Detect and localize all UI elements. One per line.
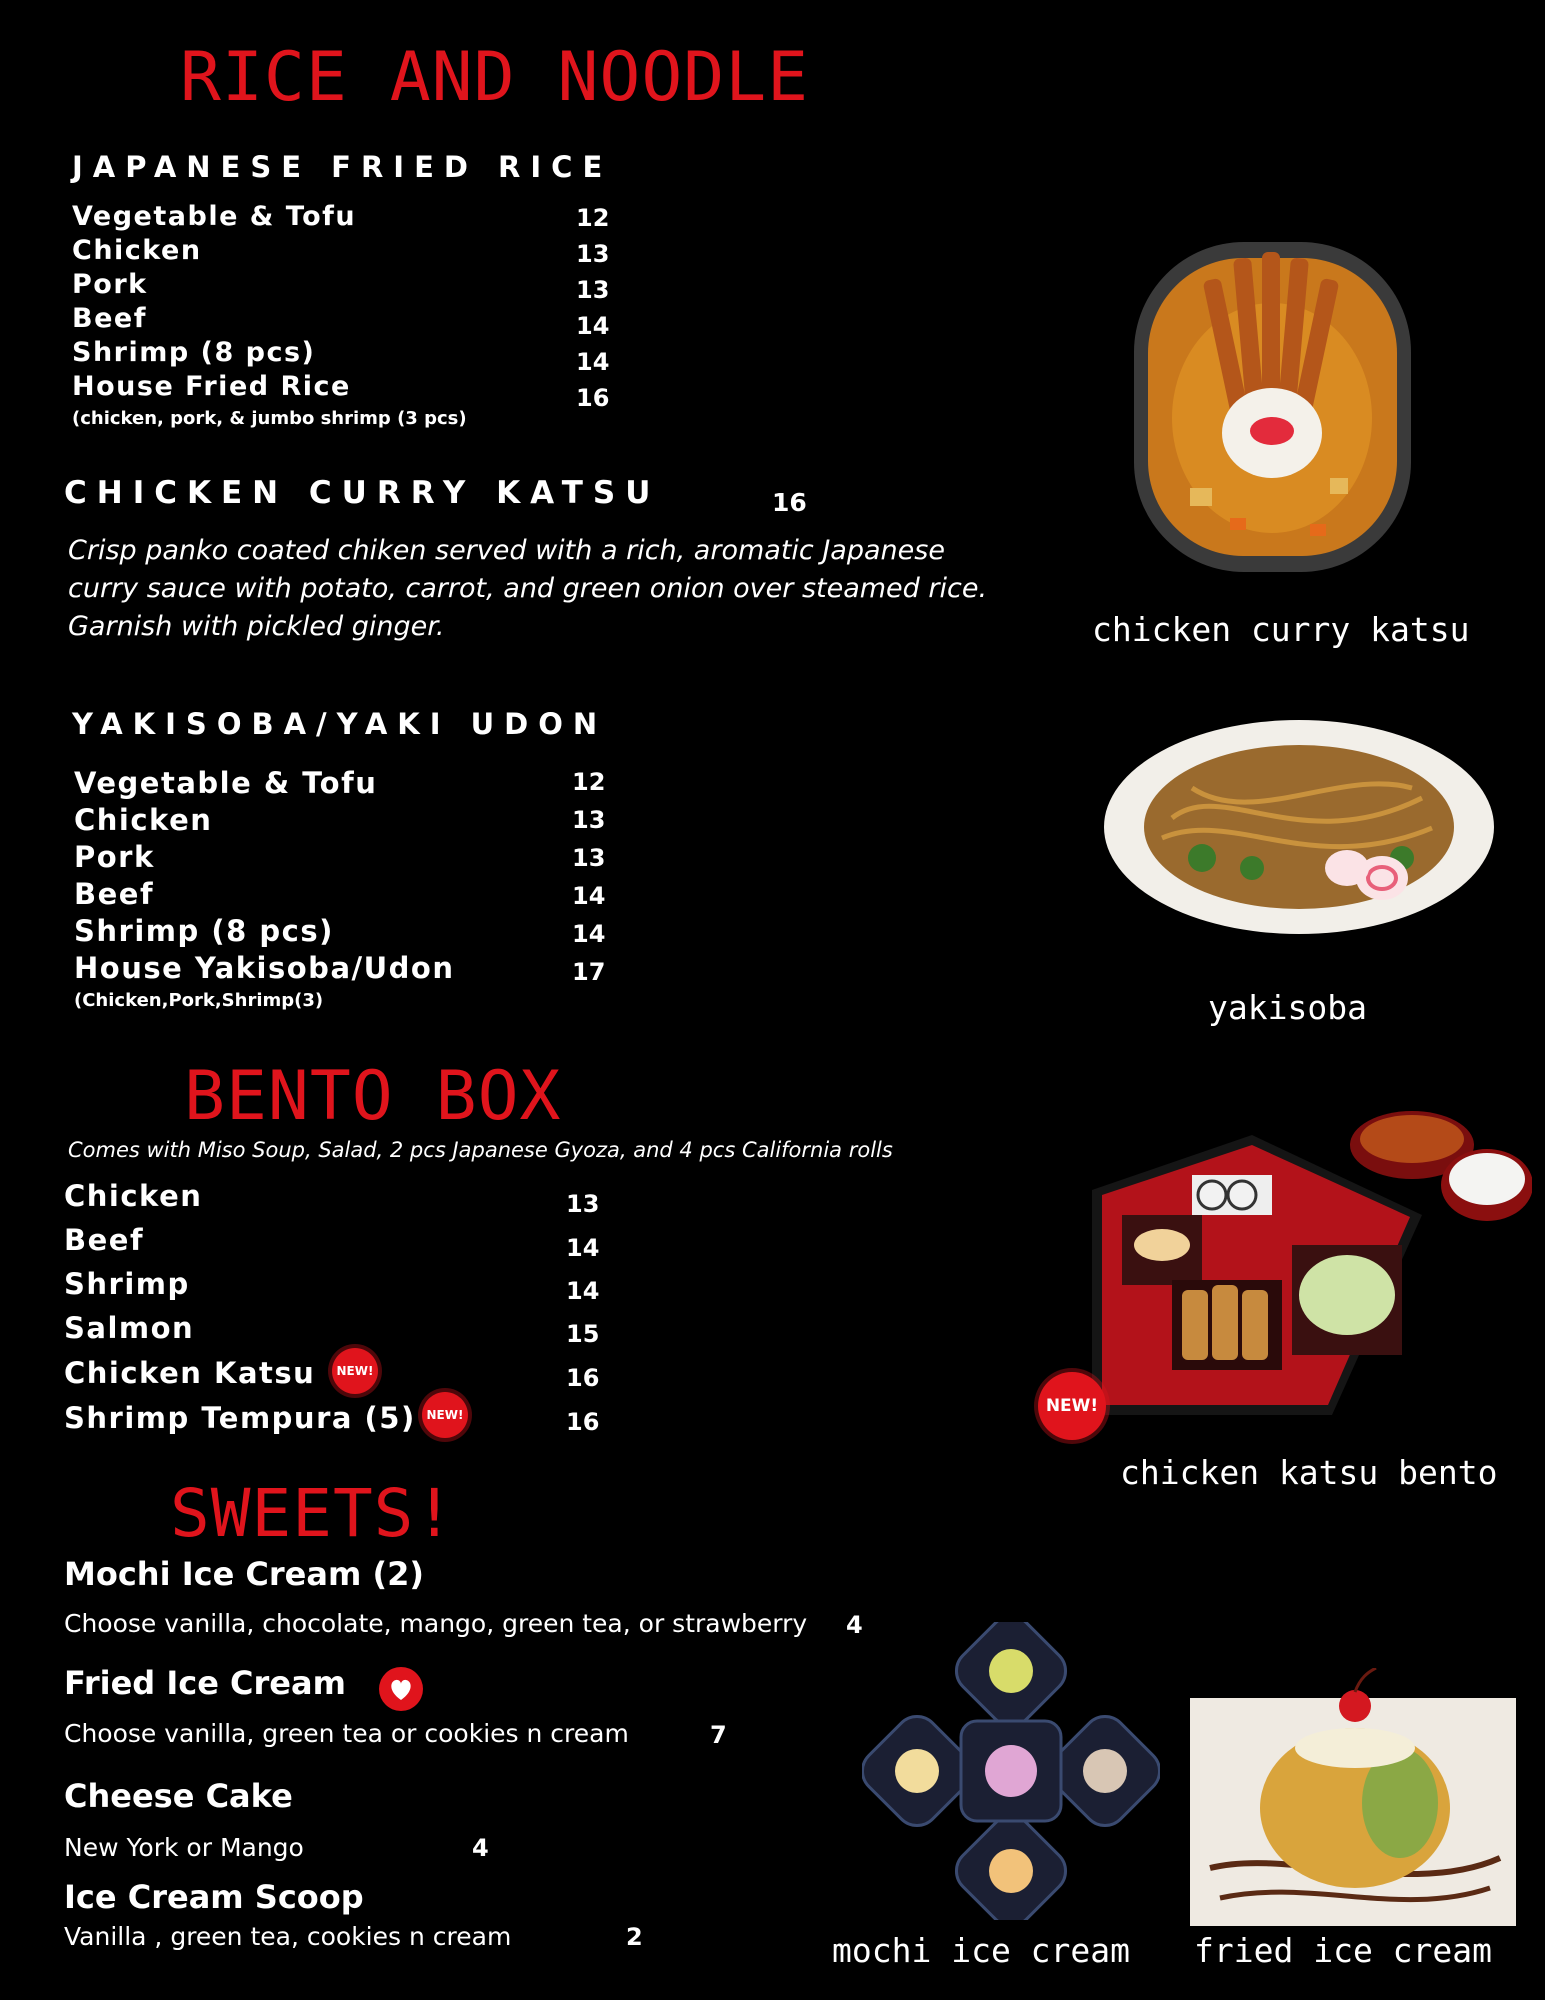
menu-item-name: Beef bbox=[72, 303, 147, 334]
menu-item-name: Salmon bbox=[64, 1311, 195, 1345]
menu-item-price: 14 bbox=[572, 882, 606, 910]
yakisoba-note: (Chicken,Pork,Shrimp(3) bbox=[74, 990, 324, 1011]
sweet-name: Mochi Ice Cream (2) bbox=[64, 1555, 424, 1593]
photo-caption: yakisoba bbox=[1208, 988, 1367, 1027]
sweet-description: Choose vanilla, chocolate, mango, green tea, or strawberry bbox=[64, 1609, 808, 1638]
menu-item-price: 14 bbox=[572, 920, 606, 948]
photo-caption: mochi ice cream bbox=[832, 1931, 1131, 1970]
sweets-title: SWEETS! bbox=[170, 1475, 456, 1552]
menu-item-name: Chicken bbox=[74, 803, 213, 837]
menu-item-name: Chicken Katsu bbox=[64, 1356, 316, 1390]
sweet-description: Choose vanilla, green tea or cookies n cream bbox=[64, 1719, 629, 1748]
menu-item-price: 13 bbox=[572, 806, 606, 834]
bento-title: BENTO BOX bbox=[184, 1057, 562, 1136]
yakisoba-heading: YAKISOBA/YAKI UDON bbox=[72, 707, 608, 741]
menu-item-name: House Yakisoba/Udon bbox=[74, 951, 455, 985]
menu-item-price: 15 bbox=[566, 1320, 600, 1348]
menu-item-name: Beef bbox=[64, 1223, 145, 1257]
menu-item-name: Chicken bbox=[64, 1179, 203, 1213]
menu-item-price: 14 bbox=[576, 348, 610, 376]
sweet-price: 7 bbox=[710, 1721, 727, 1749]
rice-noodle-title: RICE AND NOODLE bbox=[180, 38, 810, 117]
menu-item-name: Vegetable & Tofu bbox=[74, 766, 378, 800]
menu-item-price: 13 bbox=[566, 1190, 600, 1218]
photo-caption: chicken katsu bento bbox=[1120, 1453, 1498, 1492]
menu-item-name: Pork bbox=[74, 840, 155, 874]
sweet-description: Vanilla , green tea, cookies n cream bbox=[64, 1922, 512, 1951]
menu-item-price: 16 bbox=[566, 1408, 600, 1436]
fried-rice-heading: JAPANESE FRIED RICE bbox=[72, 150, 613, 184]
menu-item-name: House Fried Rice bbox=[72, 371, 351, 402]
sweet-price: 2 bbox=[626, 1923, 643, 1951]
menu-item-name: Vegetable & Tofu bbox=[72, 201, 357, 232]
menu-item-price: 13 bbox=[576, 240, 610, 268]
menu-item-name: Shrimp (8 pcs) bbox=[74, 914, 334, 948]
curry-katsu-price: 16 bbox=[772, 488, 807, 517]
sweet-price: 4 bbox=[846, 1611, 863, 1639]
menu-item-price: 12 bbox=[572, 768, 606, 796]
menu-item-name: Shrimp bbox=[64, 1267, 190, 1301]
curry-katsu-description: Crisp panko coated chiken served with a rich, aromatic Japanese curry sauce with potato, carrot, and green onion over steamed rice. Garnish with pickled ginger. bbox=[68, 535, 988, 642]
photo-caption: chicken curry katsu bbox=[1092, 610, 1470, 649]
sweet-name: Cheese Cake bbox=[64, 1777, 293, 1815]
menu-item-price: 16 bbox=[576, 384, 610, 412]
fried-ice-cream-photo bbox=[1190, 1668, 1516, 1926]
menu-item-name: Shrimp (8 pcs) bbox=[72, 337, 316, 368]
new-badge: NEW! bbox=[422, 1392, 468, 1438]
new-badge: NEW! bbox=[332, 1348, 378, 1394]
sweet-name: Fried Ice Cream bbox=[64, 1664, 346, 1702]
new-badge: NEW! bbox=[1038, 1372, 1106, 1440]
menu-item-price: 13 bbox=[572, 844, 606, 872]
menu-item-name: Shrimp Tempura (5) bbox=[64, 1401, 416, 1435]
curry-katsu-photo bbox=[1130, 238, 1415, 576]
mochi-photo bbox=[862, 1622, 1160, 1920]
photo-caption: fried ice cream bbox=[1194, 1931, 1493, 1970]
menu-item-name: Pork bbox=[72, 269, 148, 300]
sweet-price: 4 bbox=[472, 1834, 489, 1862]
sweet-name: Ice Cream Scoop bbox=[64, 1878, 364, 1916]
fried-rice-note: (chicken, pork, & jumbo shrimp (3 pcs) bbox=[72, 408, 467, 429]
menu-item-price: 12 bbox=[576, 204, 610, 232]
menu-item-price: 14 bbox=[566, 1277, 600, 1305]
menu-item-price: 17 bbox=[572, 958, 606, 986]
menu-item-price: 14 bbox=[566, 1234, 600, 1262]
curry-katsu-heading: CHICKEN CURRY KATSU bbox=[64, 475, 661, 511]
menu-item-price: 16 bbox=[566, 1364, 600, 1392]
menu-item-name: Chicken bbox=[72, 235, 202, 266]
yakisoba-photo bbox=[1102, 718, 1496, 936]
bento-description: Comes with Miso Soup, Salad, 2 pcs Japanese Gyoza, and 4 pcs California rolls bbox=[68, 1138, 893, 1162]
sweet-description: New York or Mango bbox=[64, 1833, 304, 1862]
bento-photo bbox=[1092, 1105, 1532, 1415]
menu-item-price: 14 bbox=[576, 312, 610, 340]
menu-item-name: Beef bbox=[74, 877, 155, 911]
heart-icon bbox=[378, 1666, 424, 1712]
menu-item-price: 13 bbox=[576, 276, 610, 304]
